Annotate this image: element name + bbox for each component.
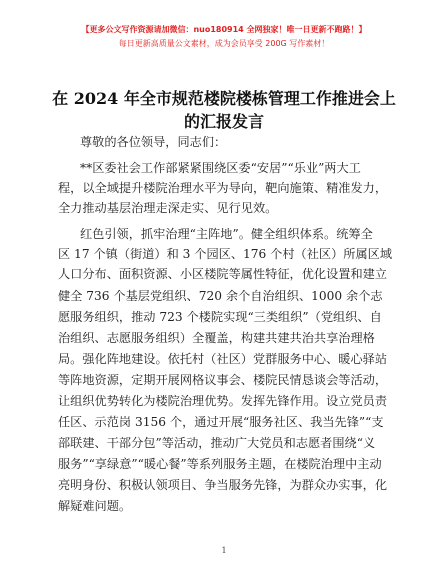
body-line: 愿服务组织，推动 723 个楼院实现“三类组织”（党组织、自 (58, 310, 382, 324)
body-line: 红色引领，抓牢治理“主阵地”。健全组织体系。统筹全 (80, 227, 373, 241)
body-line: 等阵地资源，定期开展网格议事会、楼院民情恳谈会等活动， (58, 373, 388, 387)
intro-line: 全力推动基层治理走深走实、见行见效。 (58, 201, 278, 215)
page-number: 1 (221, 546, 227, 555)
document-title-line-1: 在 2024 年全市规范楼院楼栋管理工作推进会上 (52, 89, 396, 108)
intro-line: **区委社会工作部紧紧围绕区委“安居”“乐业”两大工 (80, 161, 361, 175)
body-line: 让组织优势转化为楼院治理优势。发挥先锋作用。设立党员责 (58, 394, 388, 408)
body-line: 服务”“享绿意”“暖心餐”等系列服务主题，在楼院治理中主动 (58, 457, 382, 471)
promo-banner-line-2: 每日更新高质量公文素材，成为会员享受 200G 写作素材！ (118, 39, 330, 48)
body-line: 人口分布、面积资源、小区楼院等属性特征，优化设置和建立 (58, 267, 388, 281)
body-line: 局。强化阵地建设。依托村（社区）党群服务中心、暖心驿站 (58, 352, 388, 366)
body-line: 解疑难问题。 (58, 499, 132, 513)
intro-line: 程，以全域提升楼院治理水平为导向，靶向施策、精准发力， (58, 181, 388, 195)
salutation: 尊敬的各位领导，同志们： (80, 135, 227, 149)
body-line: 部联建、干部分包”等活动，推动广大党员和志愿者围绕“义 (58, 436, 376, 450)
body-line: 区 17 个镇（街道）和 3 个园区、176 个村（社区）所属区域 (58, 247, 393, 261)
promo-banner-line-1: 【更多公文写作资源请加微信：nuo180914 全网独家！唯一日更新不跑路！】 (81, 25, 367, 34)
body-line: 健全 736 个基层党组织、720 余个自治组织、1000 余个志 (58, 289, 383, 303)
document-title-line-2: 的汇报发言 (183, 112, 264, 131)
body-line: 亮明身份、积极认领项目、争当服务先锋，为群众办实事，化 (58, 478, 388, 492)
body-line: 任区、示范岗 3156 个，通过开展“服务社区、我当先锋”“支 (58, 415, 384, 429)
body-line: 治组织、志愿服务组织）全覆盖，构建共建共治共享治理格 (58, 331, 375, 345)
